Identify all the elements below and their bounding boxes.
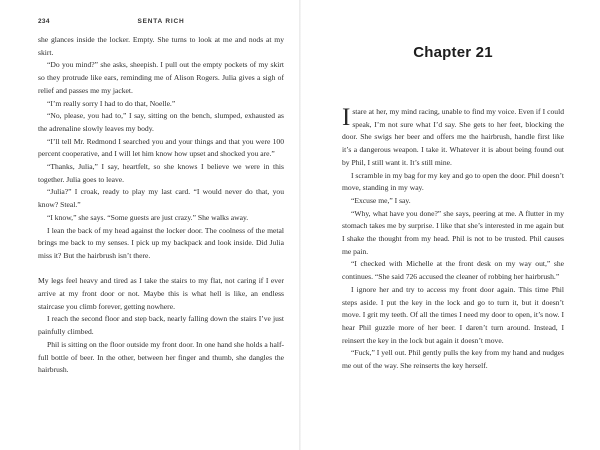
paragraph: “Do you mind?” she asks, sheepish. I pull out the empty pockets of my skirt so they protrude like ears, reminding me of Alison Rogers. Julia gives a sigh of relief and passes me my jacket. [38, 60, 284, 95]
paragraph: My legs feel heavy and tired as I take the stairs to my flat, not caring if I ever arrive at my front door or not. Maybe this is what hell is like, an endless staircase you climb forever, getting nowhere. [38, 276, 284, 311]
right-page [300, 0, 600, 450]
paragraph: I scramble in my bag for my key and go to open the door. Phil doesn’t move, standing in my way. [342, 170, 564, 193]
page-number: 234 [38, 18, 50, 25]
opening-text: stare at her, my mind racing, unable to find my voice. Even if I could speak, I’m not sure what I’d say. She gets to her feet, blocking the door. She swigs her beer and offers me the hairbrush, handle first like it’s a dangerous weapon. I take it. Whatever it is about being found out by Phil, I still want it. It’s still mine. [342, 107, 564, 167]
paragraph: “No, please, you had to,” I say, sitting on the bench, slumped, exhausted as the adrenaline slowly leaves my body. [38, 111, 284, 133]
paragraph: “Why, what have you done?” she says, peering at me. A flutter in my stomach takes me by surprise. I like that she’s interested in me again but I shake the thought from my head. Phil is not to be trusted. Phil causes me pain. [342, 208, 564, 256]
paragraph: “Julia?” I croak, ready to play my last card. “I would never do that, you know? Steal.” [38, 187, 284, 210]
right-page-body [342, 106, 564, 373]
paragraph: “I checked with Michelle at the front desk on my way out,” she continues. “She said 726 accused the cleaner of robbing her hairbrush.” [342, 259, 564, 282]
paragraph: “Fuck,” I yell out. Phil gently pulls the key from my hand and nudges me out of the way. She reinserts the key herself. [342, 348, 564, 371]
paragraph: I lean the back of my head against the locker door. The coolness of the metal brings me back to my senses. I pick up my backpack and look inside. Did Julia miss it? But the hairbrush isn’t there. [38, 225, 284, 260]
paragraph: I ignore her and try to access my front door again. This time Phil steps aside. I put the key in the lock and go to turn it, but it doesn’t move. I grit my teeth. Of all the times I need my door to open, it’s now. I hear Phil guzzle more of her beer. I daren’t turn around. Instead, I reinsert the key in the lock but again it doesn’t move. [342, 284, 564, 345]
paragraph: “Thanks, Julia,” I say, heartfelt, so she knows I believe we were in this together. Julia goes to leave. [38, 162, 284, 184]
paragraph: “I’ll tell Mr. Redmond I searched you and your things and that you were 100 percent cooperative, and I will let him know how upset and shocked you are.” [38, 136, 284, 159]
left-page-body [38, 34, 284, 377]
running-head-author: SENTA RICH [137, 18, 185, 25]
paragraph: Phil is sitting on the floor outside my front door. In one hand she holds a half-full bottle of beer. In the other, between her finger and thumb, she dangles the hairbrush. [38, 339, 284, 375]
paragraph: she glances inside the locker. Empty. She turns to look at me and nods at my skirt. [38, 35, 284, 57]
paragraph: “I’m really sorry I had to do that, Noelle.” [47, 98, 176, 108]
paragraph: I reach the second floor and step back, nearly falling down the stairs I’ve just painfully climbed. [38, 314, 284, 337]
paragraph: “Excuse me,” I say. [351, 195, 411, 205]
paragraph: “I know,” she says. “Some guests are just crazy.” She walks away. [47, 212, 249, 222]
chapter-title: Chapter 21 [413, 44, 493, 61]
chapter-opening-paragraph [342, 106, 564, 170]
running-head-left [38, 18, 284, 32]
drop-cap: I [342, 104, 351, 131]
